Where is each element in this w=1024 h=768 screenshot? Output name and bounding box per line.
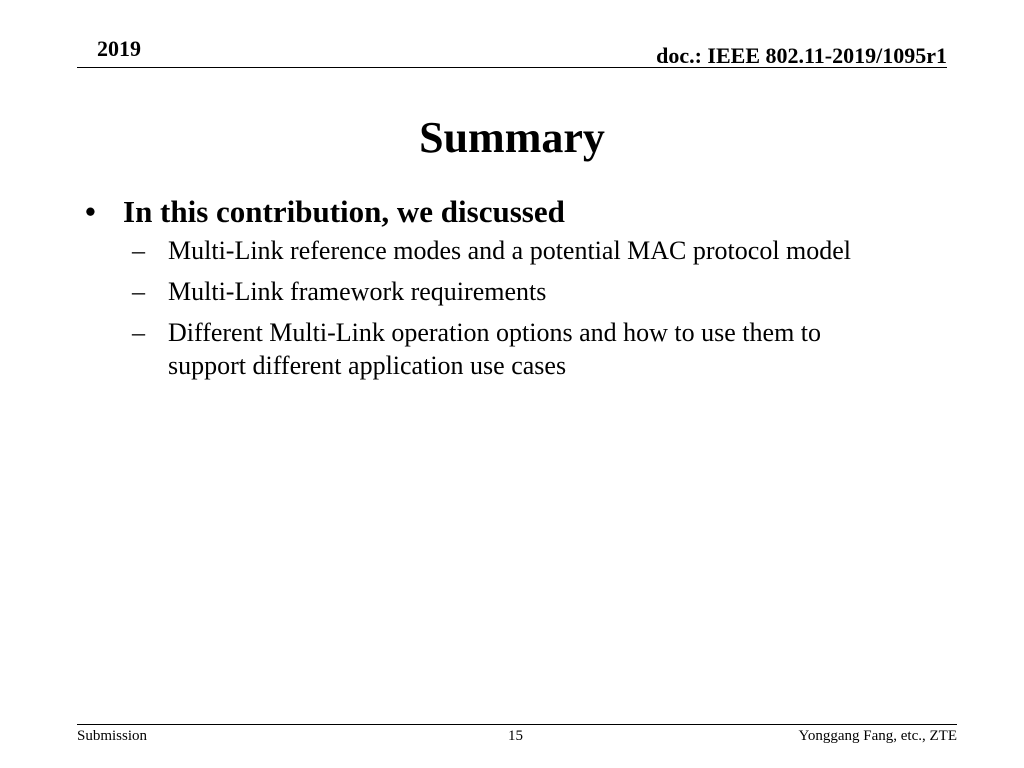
dash-icon: – [132, 318, 145, 347]
sub-item-text: Multi-Link reference modes and a potential MAC protocol model [168, 236, 852, 265]
header-doc-id: doc.: IEEE 802.11-2019/1095r1 [656, 43, 947, 68]
bullet-item [85, 192, 935, 232]
sub-item-text: Multi-Link framework requirements [168, 277, 547, 306]
slide-title: Summary [419, 113, 605, 162]
footer-author: Yonggang Fang, etc., ZTE [798, 728, 957, 744]
sub-item [132, 275, 935, 308]
page-number: 15 [508, 728, 523, 744]
header-divider [77, 67, 947, 68]
header-date: 2019 [97, 36, 141, 61]
sub-item [132, 234, 935, 267]
footer-divider [77, 724, 957, 725]
dash-icon: – [132, 236, 145, 265]
sub-item [132, 316, 935, 382]
bullet-text: In this contribution, we discussed [123, 194, 565, 229]
bullet-dot-icon: • [85, 194, 96, 229]
dash-icon: – [132, 277, 145, 306]
slide-content [85, 192, 935, 390]
footer-submission: Submission [77, 728, 148, 744]
sub-item-text: Different Multi-Link operation options and how to use them to support different application use cases [168, 318, 822, 380]
sub-list [85, 234, 935, 382]
